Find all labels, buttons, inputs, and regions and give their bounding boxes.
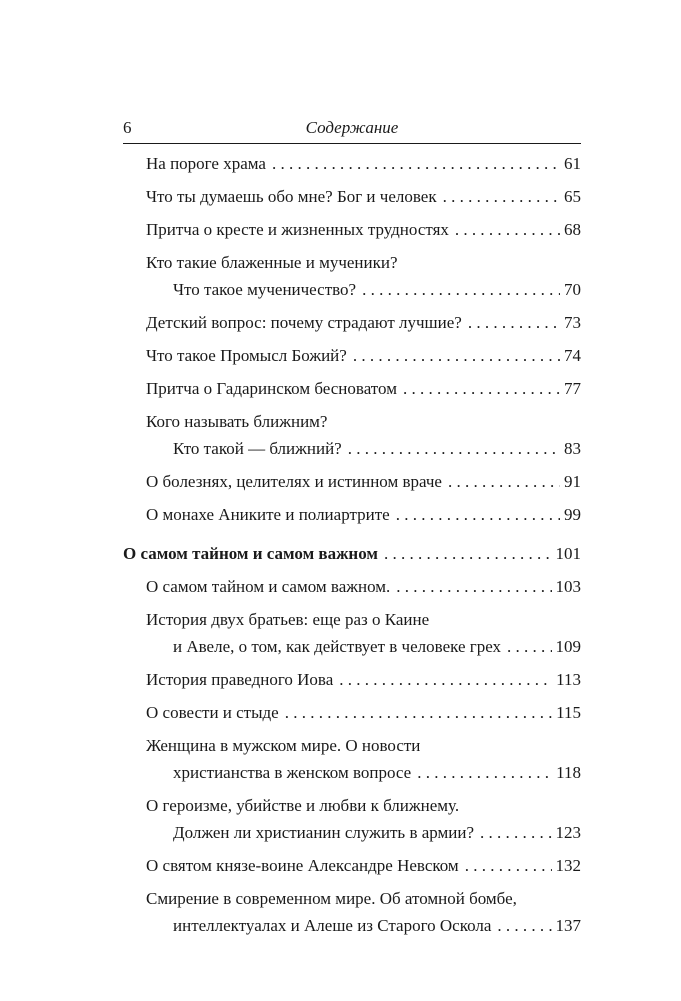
toc-dot-leader <box>348 435 560 462</box>
toc-entry-title: О героизме, убийстве и любви к ближнему. <box>146 796 460 815</box>
toc-entry <box>123 606 581 660</box>
toc-entry-line <box>146 468 581 495</box>
toc-entry <box>123 408 581 462</box>
toc-page-number: 77 <box>564 379 581 398</box>
toc-entry-title: Что такое мученичество? <box>173 280 357 299</box>
toc-entry-title: Кто такой — ближний? <box>173 439 342 458</box>
toc-dot-leader <box>455 216 560 243</box>
toc-entry-title: Что такое Промысл Божий? <box>146 346 347 365</box>
toc-entry-title: Должен ли христианин служить в армии? <box>173 823 475 842</box>
toc-entry-title: христианства в женском вопросе <box>173 763 412 782</box>
toc-page-number: 65 <box>564 187 581 206</box>
toc-entry-line <box>146 666 581 693</box>
toc-page-number: 61 <box>564 154 581 173</box>
toc-entry-line <box>146 819 581 846</box>
toc-entry-line <box>146 573 581 600</box>
toc-entry-title: Женщина в мужском мире. О новости <box>146 736 421 755</box>
toc-entry <box>123 216 581 243</box>
toc-entry <box>123 732 581 786</box>
toc-entry <box>123 885 581 939</box>
toc-page-number: 74 <box>564 346 581 365</box>
running-title: Содержание <box>305 118 399 137</box>
toc-entry-title: На пороге храма <box>146 154 266 173</box>
table-of-contents <box>123 150 581 945</box>
toc-entry <box>123 699 581 726</box>
toc-page-number: 101 <box>555 544 581 563</box>
toc-entry-title: Притча о Гадаринском бесноватом <box>146 379 397 398</box>
toc-dot-leader <box>507 633 551 660</box>
toc-dot-leader <box>285 699 552 726</box>
toc-page-number: 113 <box>556 670 581 689</box>
toc-entry-title: Что ты думаешь обо мне? Бог и человек <box>146 187 437 206</box>
toc-entry-line <box>146 885 581 912</box>
toc-page-number: 132 <box>555 856 581 875</box>
page-number: 6 <box>123 118 132 137</box>
toc-page-number: 115 <box>556 703 581 722</box>
toc-entry-line <box>146 435 581 462</box>
toc-page-number: 68 <box>564 220 581 239</box>
toc-entry <box>123 183 581 210</box>
toc-entry-line <box>146 699 581 726</box>
toc-entry <box>123 666 581 693</box>
toc-entry-line <box>146 633 581 660</box>
toc-entry-line <box>146 732 581 759</box>
toc-entry-line <box>146 216 581 243</box>
toc-entry <box>123 150 581 177</box>
toc-page-number: 109 <box>555 637 581 656</box>
toc-dot-leader <box>396 501 560 528</box>
toc-entry-line <box>146 606 581 633</box>
toc-entry <box>123 501 581 528</box>
toc-entry-title: Смирение в современном мире. Об атомной бомбе, <box>146 889 517 908</box>
toc-entry-line <box>146 276 581 303</box>
toc-dot-leader <box>353 342 560 369</box>
toc-entry-title: История двух братьев: еще раз о Каине <box>146 610 430 629</box>
toc-entry-line <box>123 540 581 567</box>
toc-section-heading <box>123 540 581 567</box>
toc-page-number: 99 <box>564 505 581 524</box>
toc-page-number: 83 <box>564 439 581 458</box>
toc-page-number: 70 <box>564 280 581 299</box>
toc-entry-title: О святом князе-воине Александре Невском <box>146 856 459 875</box>
header-rule <box>123 143 581 144</box>
toc-entry-line <box>146 375 581 402</box>
toc-entry-title: О самом тайном и самом важном. <box>146 577 391 596</box>
toc-entry-title: О самом тайном и самом важном <box>123 544 378 563</box>
toc-dot-leader <box>465 852 552 879</box>
toc-entry <box>123 573 581 600</box>
toc-entry-title: Кто такие блаженные и мученики? <box>146 253 398 272</box>
toc-page-number: 91 <box>564 472 581 491</box>
toc-entry-line <box>146 852 581 879</box>
toc-page-number: 103 <box>555 577 581 596</box>
toc-entry-line <box>146 912 581 939</box>
toc-entry-line <box>146 249 581 276</box>
toc-dot-leader <box>468 309 560 336</box>
toc-dot-leader <box>448 468 560 495</box>
toc-entry-line <box>146 501 581 528</box>
toc-dot-leader <box>384 540 552 567</box>
toc-entry-title: Притча о кресте и жизненных трудностях <box>146 220 449 239</box>
toc-dot-leader <box>339 666 552 693</box>
toc-page-number: 118 <box>556 763 581 782</box>
toc-entry-title: и Авеле, о том, как действует в человеке грех <box>173 637 502 656</box>
running-header <box>123 118 581 144</box>
toc-entry-title: О болезнях, целителях и истинном враче <box>146 472 442 491</box>
toc-entry <box>123 375 581 402</box>
toc-entry <box>123 342 581 369</box>
toc-entry <box>123 792 581 846</box>
toc-dot-leader <box>362 276 560 303</box>
toc-entry-title: О совести и стыде <box>146 703 279 722</box>
toc-entry-title: История праведного Иова <box>146 670 334 689</box>
toc-entry-line <box>146 150 581 177</box>
toc-entry-title: Кого называть ближним? <box>146 412 328 431</box>
toc-page-number: 137 <box>555 916 581 935</box>
toc-dot-leader <box>443 183 560 210</box>
toc-entry <box>123 852 581 879</box>
toc-dot-leader <box>272 150 560 177</box>
toc-entry <box>123 249 581 303</box>
toc-page-number: 73 <box>564 313 581 332</box>
toc-dot-leader <box>417 759 552 786</box>
toc-entry-line <box>146 183 581 210</box>
toc-entry-line <box>146 342 581 369</box>
toc-entry-title: Детский вопрос: почему страдают лучшие? <box>146 313 462 332</box>
toc-entry-line <box>146 792 581 819</box>
toc-dot-leader <box>497 912 551 939</box>
toc-dot-leader <box>403 375 560 402</box>
toc-entry-line <box>146 309 581 336</box>
toc-dot-leader <box>480 819 551 846</box>
toc-entry-title: О монахе Аниките и полиартрите <box>146 505 390 524</box>
toc-entry-line <box>146 759 581 786</box>
toc-dot-leader <box>396 573 551 600</box>
toc-entry <box>123 468 581 495</box>
toc-page-number: 123 <box>555 823 581 842</box>
toc-entry <box>123 309 581 336</box>
toc-entry-title: интеллектуалах и Алеше из Старого Оскола <box>173 916 492 935</box>
toc-entry-line <box>146 408 581 435</box>
